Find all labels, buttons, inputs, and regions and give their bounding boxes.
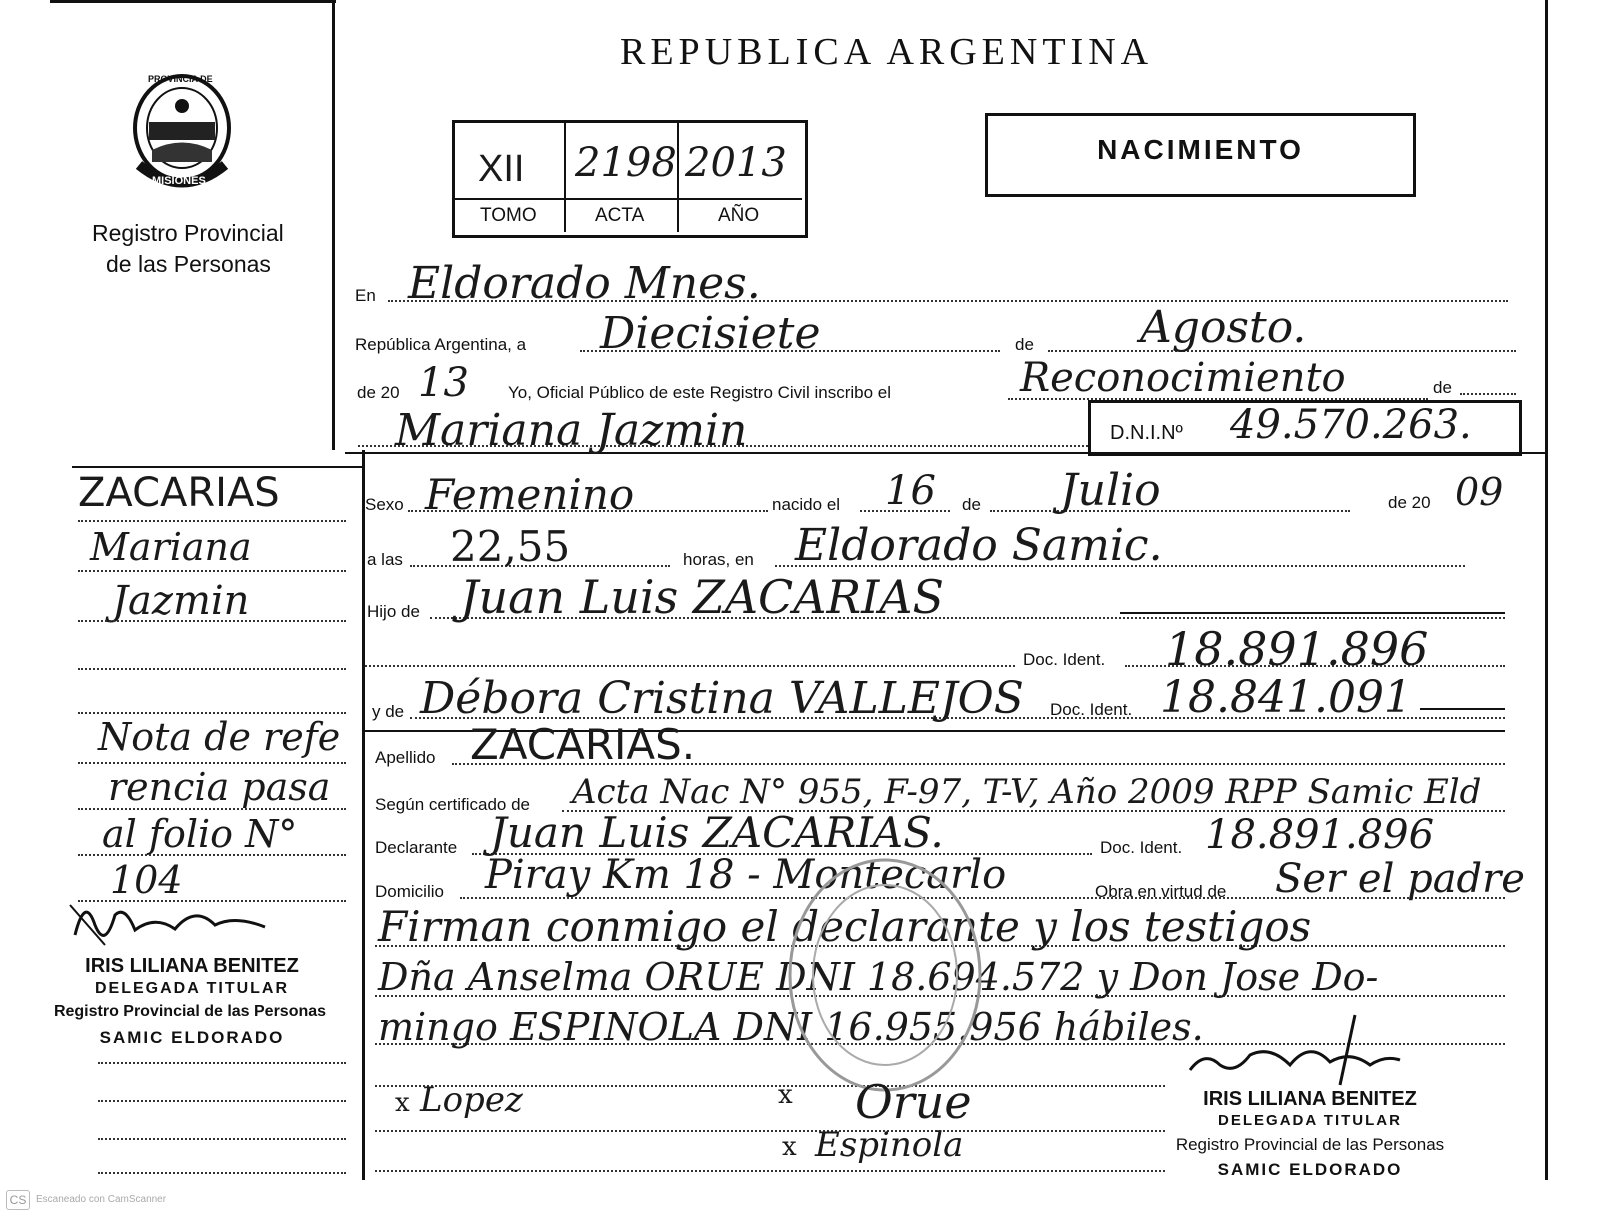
x-mark-3: x: [782, 1132, 797, 1162]
margin-stamp-name: IRIS LILIANA BENITEZ: [85, 955, 299, 977]
margin-signature: [65, 885, 285, 955]
page-title: REPUBLICA ARGENTINA: [620, 31, 1154, 73]
anio-inscripcion-value: 13: [418, 360, 469, 406]
declarante-doc-label: Doc. Ident.: [1100, 838, 1183, 857]
margin-stamp-place: SAMIC ELDORADO: [99, 1028, 285, 1047]
acta-label: ACTA: [595, 205, 645, 226]
padre-underline: [1120, 612, 1505, 614]
record-box-col2: [677, 120, 679, 232]
officer-signature: [1180, 1010, 1410, 1090]
texto-line-1-value: Firman conmigo el declarante y los testigos: [378, 902, 1312, 951]
texto-line-5: [375, 1130, 1165, 1132]
margin-stamp-role: DELEGADA TITULAR: [94, 980, 290, 997]
margin-note-1: Nota de refe: [98, 715, 341, 759]
texto-line-3-value: mingo ESPINOLA DNI 16.955.956 hábiles.: [378, 1005, 1204, 1049]
signature-witness-1: Lopez: [420, 1080, 523, 1120]
nacido-dia: 16: [885, 468, 936, 514]
registry-name-line2: de las Personas: [106, 251, 271, 277]
tramite-value: Reconocimiento: [1020, 355, 1346, 401]
officer-stamp-place: SAMIC ELDORADO: [1217, 1160, 1403, 1179]
yde-label: y de: [372, 702, 405, 721]
tomo-value: XII: [478, 148, 525, 190]
nombre-value: Mariana Jazmin: [395, 405, 748, 456]
margin-note-4: 104: [110, 858, 183, 902]
margin-note-3: al folio N°: [102, 812, 298, 856]
de-label: de: [1015, 335, 1034, 354]
mes-value: Agosto.: [1140, 302, 1307, 353]
acta-value: 2198: [575, 140, 677, 186]
margin-line-1: [78, 520, 346, 522]
officer-stamp-office: Registro Provincial de las Personas: [1175, 1135, 1445, 1154]
official-seal: [785, 855, 985, 1095]
certificado-label: Según certificado de: [375, 795, 530, 814]
madre-doc-value: 18.841.091: [1160, 672, 1412, 723]
officer-stamp-name: IRIS LILIANA BENITEZ: [1203, 1088, 1417, 1110]
en-label: En: [355, 286, 376, 305]
texto-line-2-value: Dña Anselma ORUE DNI 18.694.572 y Don Jose Do-: [378, 955, 1379, 999]
de2-line: [1460, 393, 1516, 395]
nacido-mes-line: [990, 510, 1350, 512]
left-column-divider-lower: [362, 450, 365, 1180]
texto-line-6: [375, 1170, 1165, 1172]
sexo-value: Femenino: [425, 470, 635, 519]
doc-type-box: [985, 113, 1416, 197]
hijo-label: Hijo de: [367, 602, 420, 621]
doc-type-label: NACIMIENTO: [1097, 134, 1304, 165]
declarante-doc-value: 18.891.896: [1205, 812, 1435, 858]
nacido-mes: Julio: [1060, 465, 1161, 516]
scanner-text: Escaneado con CamScanner: [36, 1194, 167, 1205]
horas-label: horas, en: [683, 550, 754, 569]
domicilio-value: Piray Km 18 - Montecarlo: [485, 852, 1007, 898]
obra-label: Obra en virtud de: [1095, 882, 1227, 901]
margin-secondname: Jazmin: [112, 578, 250, 624]
obra-value: Ser el padre: [1275, 856, 1525, 902]
scanner-badge: CS: [6, 1190, 30, 1210]
margin-line-12: [98, 1138, 346, 1140]
margin-note-2: rencia pasa: [108, 765, 331, 809]
declarante-label: Declarante: [375, 838, 458, 857]
record-box-divider: [455, 198, 802, 200]
padre-doc-prefix-line: [365, 665, 1015, 667]
x-mark-1: x: [395, 1088, 410, 1118]
tomo-label: TOMO: [480, 205, 537, 226]
anio-value: 2013: [685, 140, 787, 186]
domicilio-label: Domicilio: [375, 882, 444, 901]
de3-label: de: [962, 495, 981, 514]
signature-witness-2: Orue: [855, 1075, 972, 1129]
signature-witness-3: Espinola: [815, 1125, 964, 1165]
republica-label: República Argentina, a: [355, 335, 527, 354]
margin-line-4: [78, 668, 346, 670]
padre-doc-value: 18.891.896: [1165, 622, 1429, 676]
dni-label: D.N.I.Nº: [1110, 422, 1183, 444]
lugar-value: Eldorado Samic.: [795, 520, 1163, 571]
left-column-divider: [332, 0, 335, 450]
margin-line-2: [78, 570, 346, 572]
nacido-label: nacido el: [772, 495, 841, 514]
nacido-anio: 09: [1455, 470, 1504, 514]
margin-stamp-office: Registro Provincial de las Personas: [53, 1003, 327, 1020]
dni-value: 49.570.263.: [1230, 402, 1472, 448]
alas-label: a las: [367, 550, 403, 569]
certificado-value: Acta Nac N° 955, F-97, T-V, Año 2009 RPP Samic Eld: [572, 772, 1482, 812]
misiones-emblem: [127, 70, 237, 190]
oficial-label: Yo, Oficial Público de este Registro Civil inscribo el: [508, 383, 891, 402]
margin-line-5: [78, 712, 346, 714]
x-mark-2: x: [778, 1080, 793, 1110]
emblem-bottom-text: MISIONES: [152, 175, 206, 187]
emblem-top-text: PROVINCIA DE: [148, 74, 213, 84]
en-value: Eldorado Mnes.: [408, 258, 761, 309]
margin-line-8: [78, 854, 346, 856]
anio-label: AÑO: [718, 205, 760, 226]
madre-underline: [1420, 708, 1505, 710]
margin-line-10: [98, 1062, 346, 1064]
left-section-line: [72, 466, 362, 468]
margin-line-13: [98, 1172, 346, 1174]
margin-line-3: [78, 620, 346, 622]
hora-value: 22,55: [450, 522, 571, 571]
padre-doc-label: Doc. Ident.: [1023, 650, 1106, 669]
margin-line-6: [78, 762, 346, 764]
madre-doc-label: Doc. Ident.: [1050, 700, 1133, 719]
right-border: [1545, 0, 1548, 1180]
de2-label: de: [1433, 378, 1452, 397]
officer-stamp-role: DELEGADA TITULAR: [1218, 1112, 1402, 1129]
dia-value: Diecisiete: [600, 308, 821, 359]
margin-firstname: Mariana: [90, 525, 252, 569]
margin-line-7: [78, 808, 346, 810]
declarante-value: Juan Luis ZACARIAS.: [490, 808, 944, 857]
de2009-label: de 20: [1388, 493, 1431, 512]
apellido-label: Apellido: [375, 748, 436, 767]
madre-value: Débora Cristina VALLEJOS: [420, 673, 1024, 724]
padre-value: Juan Luis ZACARIAS: [460, 570, 944, 624]
apellido-value: ZACARIAS.: [470, 720, 696, 769]
de20-label: de 20: [357, 383, 400, 402]
top-border: [50, 0, 336, 3]
sexo-label: Sexo: [365, 495, 404, 514]
record-box-col1: [564, 120, 566, 232]
registry-name-line1: Registro Provincial: [92, 220, 284, 246]
margin-surname: ZACARIAS: [78, 470, 280, 516]
margin-line-11: [98, 1100, 346, 1102]
